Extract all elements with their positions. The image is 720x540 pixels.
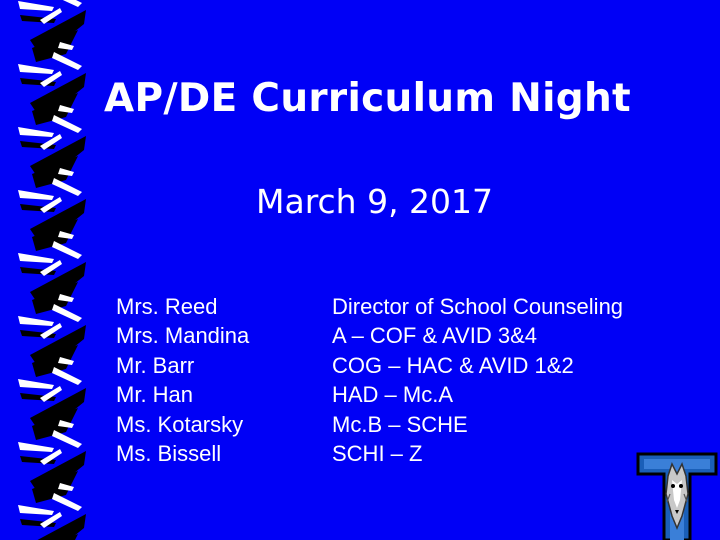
- staff-name: Mrs. Reed: [116, 294, 218, 319]
- staff-role: A – COF & AVID 3&4: [332, 323, 538, 349]
- border-wedge: [18, 316, 54, 326]
- border-wedge: [18, 505, 54, 515]
- staff-name: Mr. Barr: [116, 352, 195, 378]
- border-wedge: [18, 1, 54, 11]
- slide-date: March 9, 2017: [256, 182, 494, 221]
- border-wedge: [18, 64, 54, 74]
- border-wedge: [52, 115, 82, 133]
- border-wedge: [52, 304, 82, 322]
- decorative-border-icon: [0, 0, 100, 540]
- staff-names-column: [116, 292, 249, 468]
- staff-name: Ms. Bissell: [116, 441, 222, 467]
- staff-roles-column: [332, 292, 623, 468]
- staff-role: HAD – Mc.A: [332, 382, 454, 408]
- border-wedge: [18, 379, 54, 389]
- staff-role: Director of School Counseling: [332, 294, 624, 319]
- staff-role: COG – HAC & AVID 1&2: [332, 352, 574, 378]
- staff-name: Ms. Kotarsky: [116, 411, 244, 437]
- staff-role: Mc.B – SCHE: [332, 411, 468, 437]
- staff-name: Mr. Han: [116, 382, 194, 408]
- border-wedge: [52, 430, 82, 448]
- border-wedge: [18, 442, 54, 452]
- slide-title: AP/DE Curriculum Night: [104, 76, 631, 121]
- border-wedge: [52, 367, 82, 385]
- border-wedge: [52, 178, 82, 196]
- border-wedge: [18, 190, 54, 200]
- staff-role: SCHI – Z: [332, 441, 423, 467]
- border-wedge: [52, 52, 82, 70]
- border-wedge: [52, 493, 82, 511]
- border-wedge: [52, 241, 82, 259]
- border-wedge: [18, 253, 54, 263]
- border-wedge: [52, 0, 82, 7]
- border-wedge: [18, 127, 54, 137]
- school-logo-icon: [634, 450, 720, 540]
- staff-name: Mrs. Mandina: [116, 323, 250, 349]
